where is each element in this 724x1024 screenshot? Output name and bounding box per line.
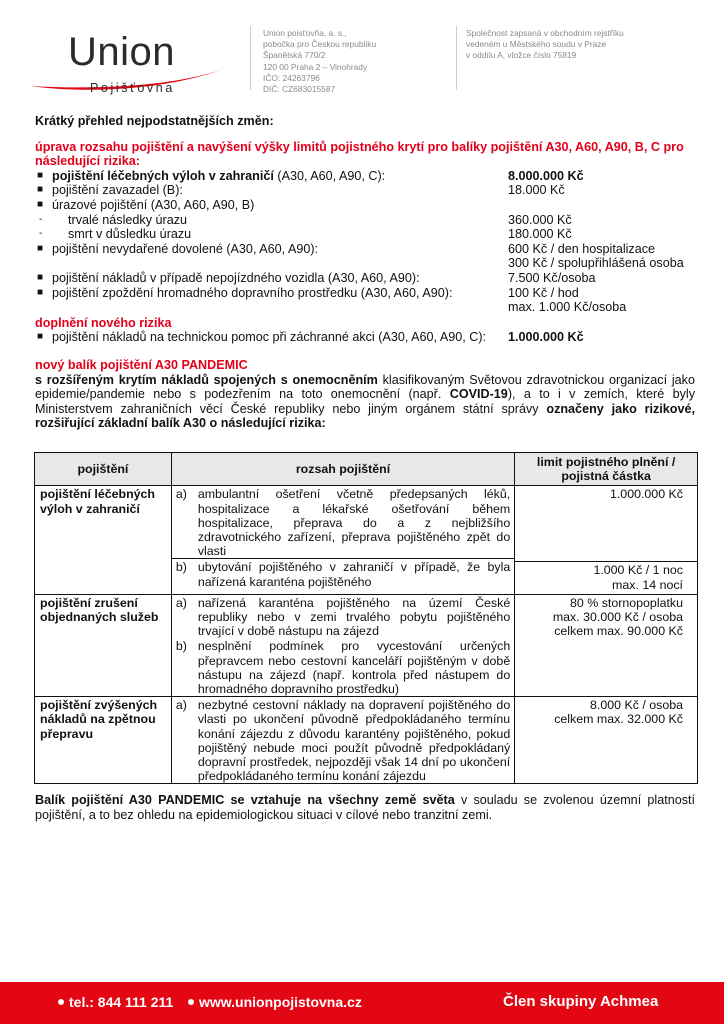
- scope-item: a) nezbytné cestovní náklady na dopravení pojištěného do vlasti po ukončení původně předpokládaného termínu konání zájezdu z důvodu karantény pojištěného, pokud pojištěný nebude moci použít původně předpokládaný dopravní prostředek, nejpozději však 14 dní po ukončení předpokládaného termínu konání zájezdu: [175, 698, 511, 784]
- column-header: rozsah pojištění: [171, 453, 514, 486]
- scope-item: a) nařízená karanténa pojištěného na území České republiky nebo v zemi trvalého pobytu pojištěného trvající v době nástupu na zájezd: [175, 595, 511, 639]
- item-label: pojištění nákladů na technickou pomoc při záchranné akci (A30, A60, A90, C):: [52, 330, 487, 345]
- section-title-new-risk: doplnění nového rizika: [35, 315, 172, 330]
- text: ), a to i v zemích, které byly Ministerstvem zahraničních věcí České republiky nebo jiným orgánem státní správy: [35, 387, 695, 416]
- bullet-icon: ■: [37, 242, 44, 254]
- header-divider: [456, 26, 457, 90]
- registry-line: vedeném u Městského soudu v Praze: [466, 39, 607, 50]
- bullet-icon: ■: [37, 198, 44, 210]
- scope-item: a) ambulantní ošetření včetně předepsaných léků, hospitalizace a lékařské ošetřování během hospitalizace, přeprava do a z nejbližšího zdravotnického zařízení, přeprava pojištěného zpět do vlasti: [175, 487, 511, 559]
- item-value: 1.000.000 Kč: [508, 330, 584, 345]
- bullet-icon: ■: [37, 286, 44, 298]
- item-label: pojištění zavazadel (B):: [52, 183, 183, 198]
- footer-group-member: Člen skupiny Achmea: [503, 993, 659, 1010]
- list-item: [35, 198, 695, 213]
- list-subitem: [35, 227, 695, 242]
- list-item: [35, 242, 695, 271]
- limit-value: celkem max. 90.000 Kč: [554, 624, 683, 639]
- scope-item: b) ubytování pojištěného v zahraničí v případě, že byla nařízená karanténa pojištěného: [172, 558, 514, 588]
- item-label: pojištění nevydařené dovolené (A30, A60, A90):: [52, 241, 319, 256]
- address-line: Španělská 770/2: [263, 50, 326, 61]
- bullet-icon: [58, 999, 64, 1005]
- closing-paragraph: [35, 793, 695, 822]
- limit-value: 1.000 Kč / 1 noc: [593, 563, 683, 578]
- coverage-limit: [515, 594, 698, 696]
- text: klasifikovaným Světovou zdravotnickou organizací jako epidemie/pandemie nebo s podezřením na toto onemocnění (např.: [35, 372, 695, 402]
- address-line: Union poisťovňa, a. s.,: [263, 28, 347, 38]
- item-value: 18.000 Kč: [508, 183, 565, 198]
- section-title-limits: úprava rozsahu pojištění a navýšení výšky limitů pojistného krytí pro balíky pojištění A30, A60, A90, B, C pro následující rizika:: [35, 139, 684, 169]
- address-line: pobočka pro Českou republiku: [263, 39, 377, 50]
- document-body: [35, 114, 695, 431]
- address-line: IČO: 24263796: [263, 72, 320, 83]
- coverage-table: [34, 452, 698, 784]
- bullet-icon: ■: [37, 169, 44, 181]
- item-value: 300 Kč / spolupřihlášená osoba: [508, 256, 684, 271]
- logo-subtitle: Pojišťovna: [90, 81, 175, 95]
- logo-wordmark: Union: [68, 30, 176, 74]
- intro-heading: Krátký přehled nejpodstatnějších změn:: [35, 114, 274, 128]
- coverage-scope: [171, 697, 514, 784]
- limit-value: max. 14 nocí: [612, 577, 683, 592]
- section-title-pandemic: nový balík pojištění A30 PANDEMIC: [35, 357, 248, 372]
- item-value: 600 Kč / den hospitalizace: [508, 241, 656, 256]
- table-row: [35, 486, 698, 594]
- item-value: 100 Kč / hod: [508, 285, 579, 300]
- limit-value: 1.000.000 Kč: [609, 487, 683, 502]
- limit-value: 8.000 Kč / osoba: [590, 698, 683, 713]
- column-header: limit pojistného plnění / pojistná částka: [515, 453, 698, 486]
- table-header-row: [35, 453, 698, 486]
- insurance-name: pojištění zrušení objednaných služeb: [35, 594, 172, 696]
- footer-website-link[interactable]: www.unionpojistovna.cz: [188, 994, 362, 1010]
- item-label: smrt v důsledku úrazu: [68, 227, 192, 242]
- text-bold: s rozšířeným krytím nákladů spojených s onemocněním: [35, 372, 378, 387]
- coverage-limit: [515, 697, 698, 784]
- union-logo: [28, 24, 228, 104]
- bullet-icon: ■: [37, 271, 44, 283]
- item-value: 180.000 Kč: [508, 227, 572, 242]
- registry-info: [466, 28, 624, 62]
- address-line: DIČ: CZ683015587: [263, 84, 336, 95]
- coverage-scope: [171, 594, 514, 696]
- address-line: 120 00 Praha 2 – Vinohrady: [263, 61, 368, 72]
- bullet-icon: ■: [37, 184, 44, 196]
- text-bold: COVID-19: [449, 387, 508, 402]
- list-item: [35, 271, 695, 286]
- dash-icon: -: [39, 228, 43, 240]
- limit-value: celkem max. 32.000 Kč: [554, 712, 683, 727]
- scope-item: b) nesplnění podmínek pro vycestování určených přepravcem nebo cestovní kanceláří pojištěným v době nástupu na zájezd (např. kontrola před nástupem do hromadného dopravního prostředku): [175, 639, 511, 697]
- bullet-icon: ■: [37, 331, 44, 343]
- list-item: [35, 286, 695, 315]
- text-bold: označeny jako rizikové, rozšiřující základní balík A30 o následující rizika:: [35, 401, 695, 431]
- registry-line: v oddílu A, vložce číslo 75819: [466, 50, 577, 61]
- limit-value: max. 30.000 Kč / osoba: [552, 610, 683, 625]
- bullet-icon: [188, 999, 194, 1005]
- text: v souladu se zvolenou územní platností pojištění, a to bez ohledu na epidemiologickou situaci v cílové nebo tranzitní zemi.: [35, 793, 695, 822]
- text-bold: Balík pojištění A30 PANDEMIC se vztahuje na všechny země světa: [35, 793, 455, 807]
- list-item: [35, 183, 695, 198]
- item-value: 7.500 Kč/osoba: [508, 270, 596, 285]
- coverage-scope: [171, 486, 514, 594]
- insurance-name: pojištění léčebných výloh v zahraničí: [35, 486, 172, 594]
- dash-icon: -: [39, 213, 43, 225]
- coverage-limit: [515, 486, 698, 594]
- item-label: (A30, A60, A90, C):: [273, 168, 386, 183]
- item-label-bold: pojištění léčebných výloh v zahraničí: [52, 168, 274, 183]
- item-value: 360.000 Kč: [508, 212, 572, 227]
- list-item: [35, 330, 695, 345]
- item-value: max. 1.000 Kč/osoba: [508, 300, 627, 315]
- table-row: [35, 697, 698, 784]
- list-subitem: [35, 213, 695, 228]
- list-item: [35, 169, 695, 184]
- footer-bar: [0, 982, 724, 1024]
- item-label: pojištění nákladů v případě nepojízdného vozidla (A30, A60, A90):: [52, 270, 420, 285]
- header-divider: [250, 26, 251, 90]
- limit-value: 80 % stornopoplatku: [570, 595, 683, 610]
- item-label: trvalé následky úrazu: [68, 212, 188, 227]
- insurance-name: pojištění zvýšených nákladů na zpětnou přepravu: [35, 697, 172, 784]
- item-label: pojištění zpoždění hromadného dopravního prostředku (A30, A60, A90):: [52, 285, 453, 300]
- pandemic-description: [35, 373, 695, 431]
- column-header: pojištění: [35, 453, 172, 486]
- registry-line: Společnost zapsaná v obchodním rejstříku: [466, 28, 624, 38]
- table-row: [35, 594, 698, 696]
- company-address: [263, 28, 376, 95]
- item-value: 8.000.000 Kč: [508, 168, 584, 183]
- item-label: úrazové pojištění (A30, A60, A90, B): [52, 197, 255, 212]
- footer-phone[interactable]: tel.: 844 111 211: [58, 994, 173, 1010]
